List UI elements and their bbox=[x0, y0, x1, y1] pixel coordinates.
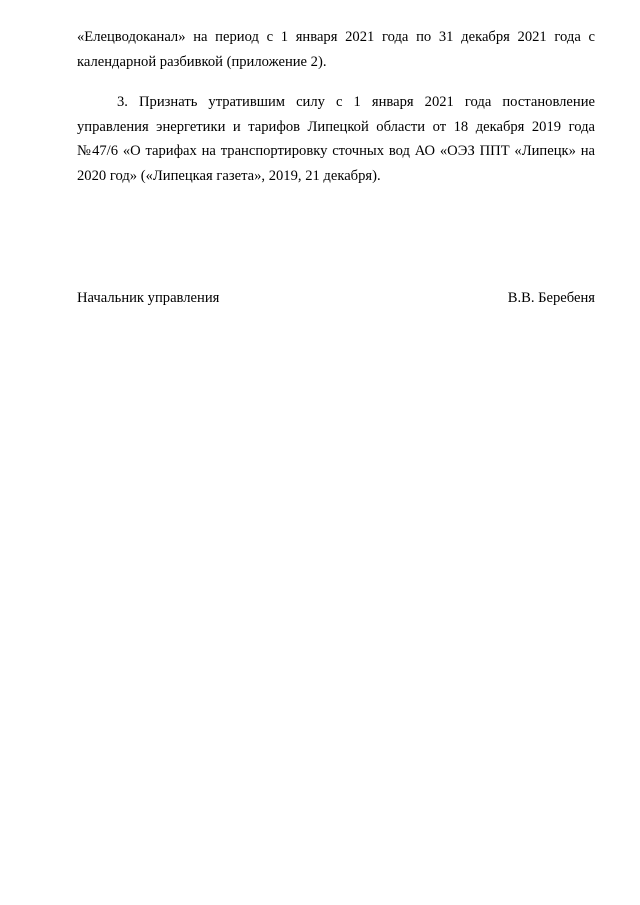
signatory-position: Начальник управления bbox=[77, 290, 220, 306]
signatory-name: В.В. Беребеня bbox=[507, 290, 595, 306]
paragraph-item-3-repeal: 3. Признать утратившим силу с 1 января 2021 года постановление управления энергетики и тарифов Липецкой области от 18 декабря 2019 года №47/6 «О тарифах на транспортировку сточных вод АО «ОЭЗ ППТ «Липецк» на 2020 год» («Липецкая газета», 2019, 21 декабря). bbox=[77, 94, 595, 184]
paragraph-tariff-period: «Елецводоканал» на период с 1 января 2021 года по 31 декабря 2021 года с календарной разбивкой (приложение 2). bbox=[77, 29, 595, 70]
signature-block bbox=[77, 287, 595, 309]
